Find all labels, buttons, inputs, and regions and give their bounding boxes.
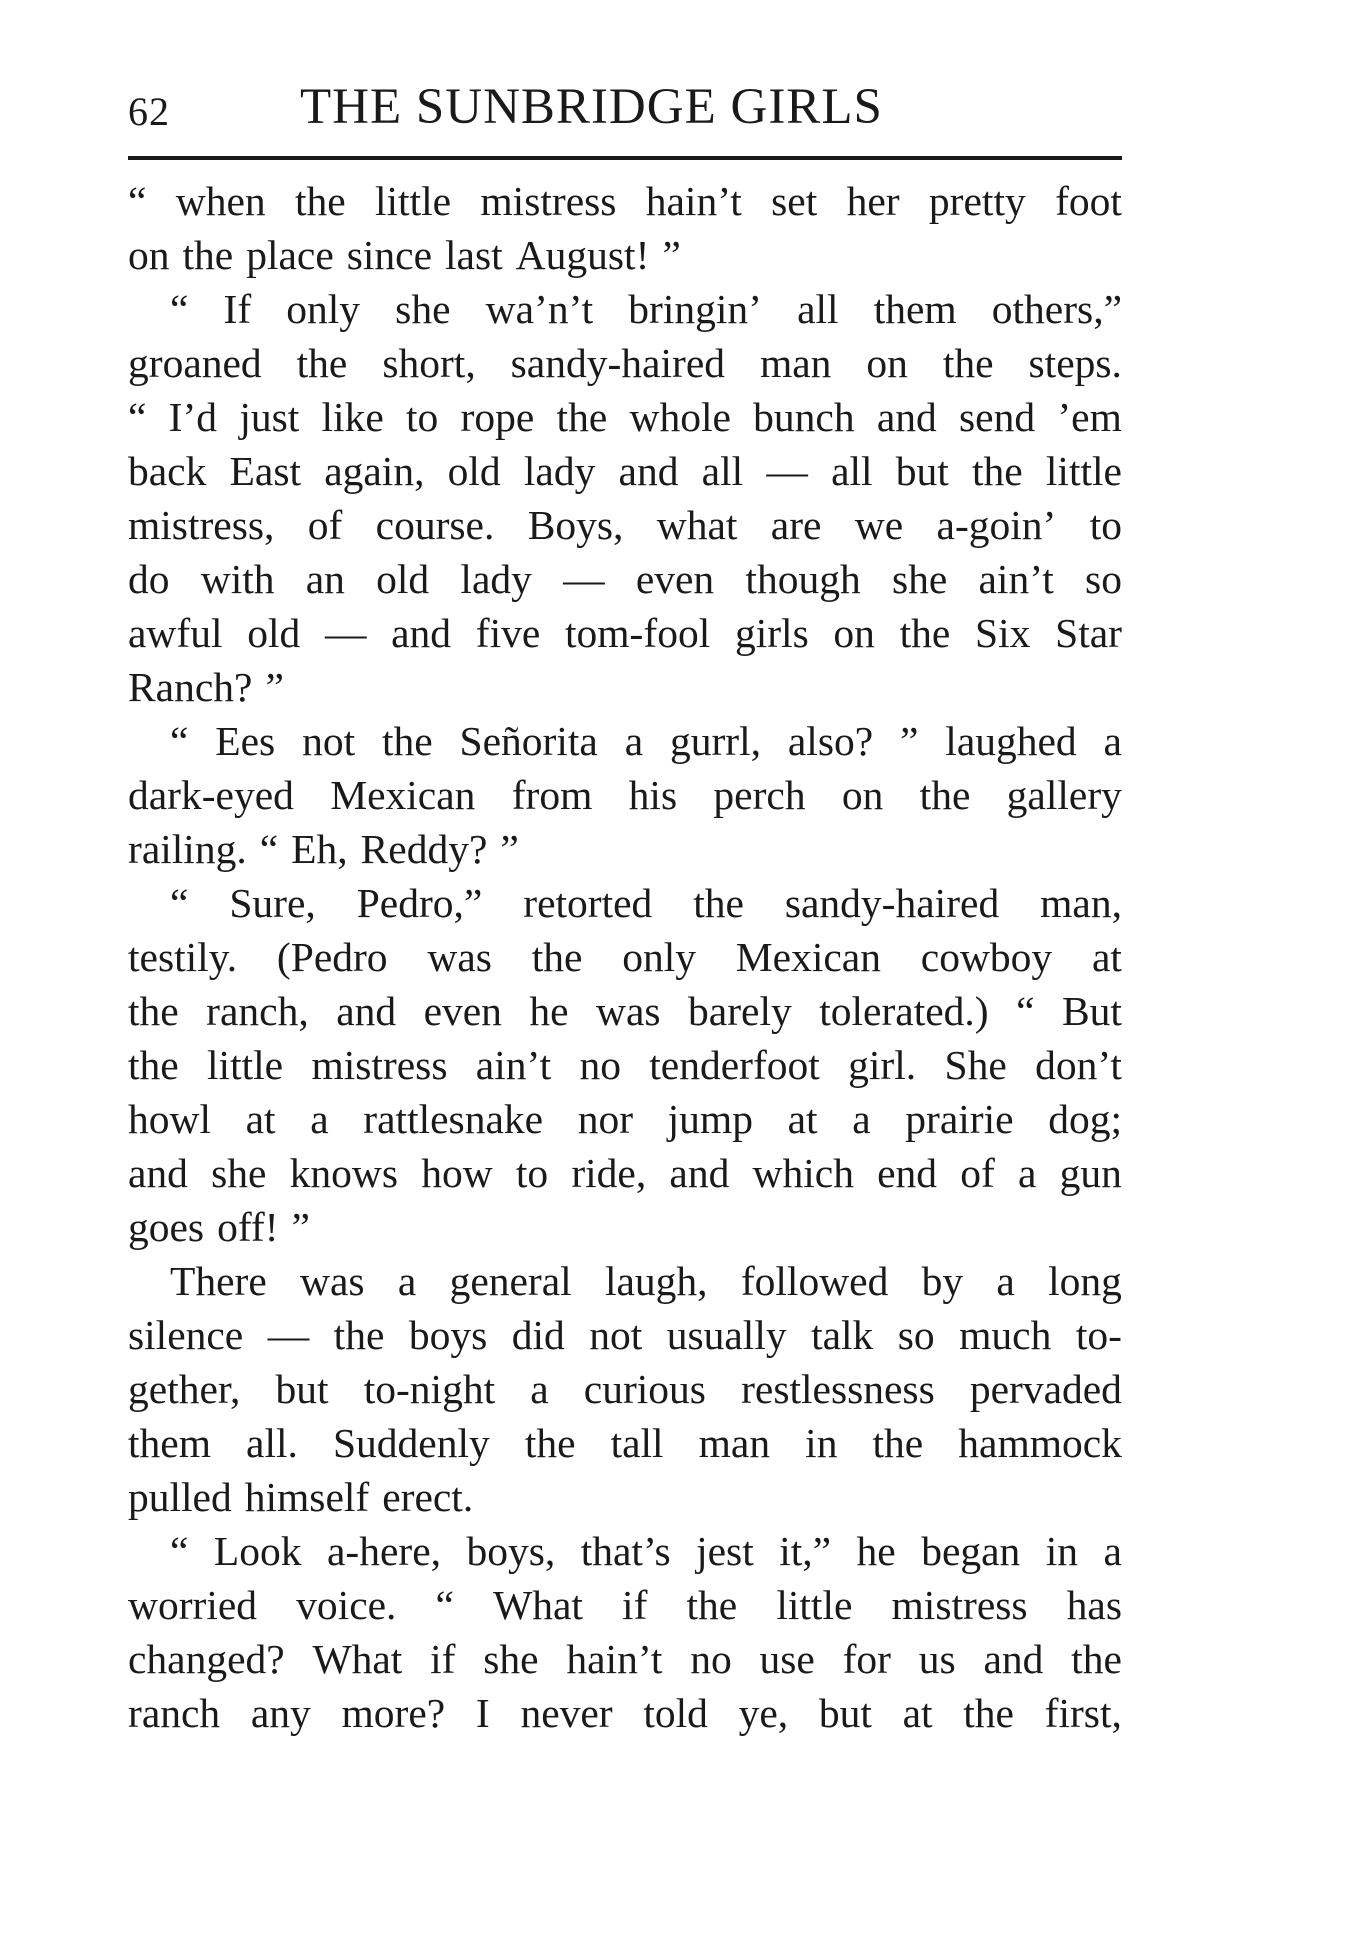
text-line: back East again, old lady and all — all but the little	[128, 448, 1122, 494]
text-line: awful old — and five tom-fool girls on the Six Star	[128, 610, 1122, 656]
text-line: dark-eyed Mexican from his perch on the gallery	[128, 772, 1122, 818]
text-line: Ranch? ”	[128, 664, 284, 710]
text-line: do with an old lady — even though she ain’t so	[128, 556, 1122, 602]
text-line: mistress, of course. Boys, what are we a-goin’ to	[128, 502, 1122, 548]
text-line: them all. Suddenly the tall man in the hammock	[128, 1420, 1122, 1466]
text-line: ranch any more? I never told ye, but at the first,	[128, 1690, 1122, 1736]
text-line: “ I’d just like to rope the whole bunch and send ’em	[128, 394, 1122, 440]
text-line: “ If only she wa’n’t bringin’ all them others,”	[170, 286, 1122, 332]
text-line: and she knows how to ride, and which end of a gun	[128, 1150, 1122, 1196]
text-line: “ Ees not the Señorita a gurrl, also? ” laughed a	[170, 718, 1122, 764]
text-line: goes off! ”	[128, 1204, 310, 1250]
text-line: “ Look a-here, boys, that’s jest it,” he began in a	[170, 1528, 1122, 1574]
text-line: pulled himself erect.	[128, 1474, 474, 1520]
text-line: “ when the little mistress hain’t set her pretty foot	[128, 178, 1122, 224]
text-line: changed? What if she hain’t no use for us and the	[128, 1636, 1122, 1682]
text-line: howl at a rattlesnake nor jump at a prairie dog;	[128, 1096, 1122, 1142]
text-line: gether, but to-night a curious restlessness pervaded	[128, 1366, 1122, 1412]
text-line: “ Sure, Pedro,” retorted the sandy-haired man,	[170, 880, 1122, 926]
text-line: groaned the short, sandy-haired man on the steps.	[128, 340, 1122, 386]
text-line: testily. (Pedro was the only Mexican cowboy at	[128, 934, 1122, 980]
page-header	[128, 78, 1122, 148]
body-text	[128, 174, 1122, 1740]
header-rule	[128, 156, 1122, 160]
text-line: silence — the boys did not usually talk so much to-	[128, 1312, 1122, 1358]
running-title: THE SUNBRIDGE GIRLS	[300, 79, 883, 135]
page-number: 62	[128, 89, 170, 134]
text-line: the ranch, and even he was barely tolerated.) “ But	[128, 988, 1122, 1034]
text-line: on the place since last August! ”	[128, 232, 681, 278]
text-line: worried voice. “ What if the little mistress has	[128, 1582, 1122, 1628]
text-line: the little mistress ain’t no tenderfoot girl. She don’t	[128, 1042, 1122, 1088]
text-line: There was a general laugh, followed by a long	[170, 1258, 1122, 1304]
text-line: railing. “ Eh, Reddy? ”	[128, 826, 519, 872]
